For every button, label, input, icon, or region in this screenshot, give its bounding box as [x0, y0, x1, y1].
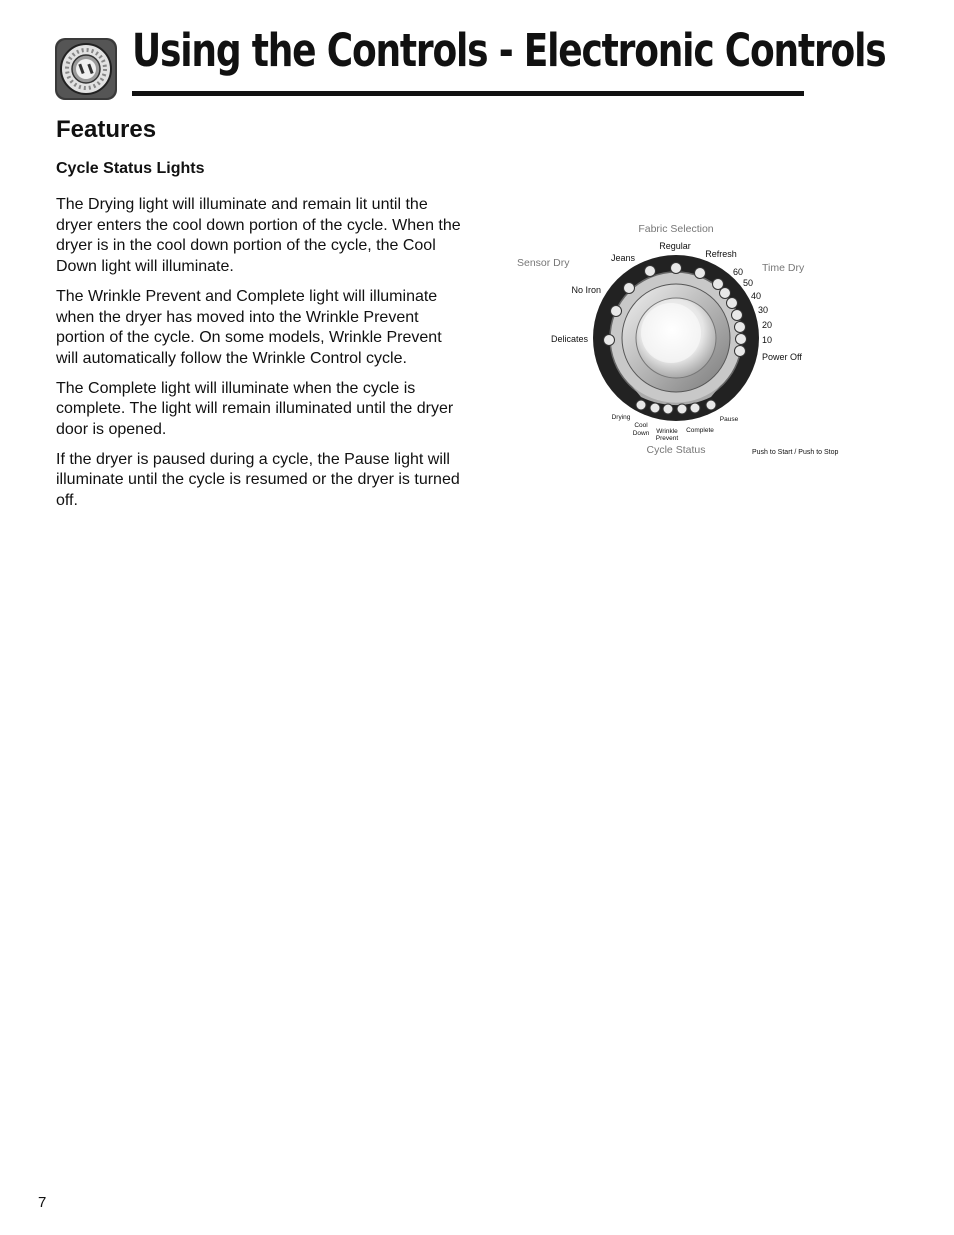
- time-50: 50: [743, 278, 754, 288]
- time-10: 10: [762, 335, 773, 345]
- paragraph: If the dryer is paused during a cycle, the Pause light will illuminate until the cycle is resumed or the dryer is turned off.: [56, 450, 460, 510]
- option-jeans: Jeans: [610, 253, 636, 263]
- control-panel-illustration: [505, 215, 875, 465]
- status-cool: Cool: [634, 422, 648, 429]
- time-20: 20: [762, 320, 773, 330]
- status-wrinkle: Wrinkle: [656, 428, 678, 435]
- status-down: Down: [632, 430, 650, 437]
- cycle-status-label: Cycle Status: [646, 444, 706, 456]
- time-dry-label: Time Dry: [762, 262, 805, 274]
- time-60: 60: [733, 267, 744, 277]
- option-regular: Regular: [659, 241, 691, 251]
- time-power-off: Power Off: [762, 352, 802, 362]
- sensor-dry-label: Sensor Dry: [517, 257, 570, 269]
- body-text: [56, 195, 461, 521]
- knob-highlight: [641, 303, 701, 363]
- section-heading: Features: [56, 116, 157, 143]
- option-refresh: Refresh: [705, 249, 737, 259]
- title-divider: [132, 91, 804, 96]
- sub-heading: Cycle Status Lights: [56, 160, 205, 177]
- paragraph: The Complete light will illuminate when the cycle is complete. The light will remain illuminated until the dryer door is opened.: [56, 379, 454, 439]
- push-to-start-label: Push to Start / Push to Stop: [752, 449, 839, 456]
- status-complete: Complete: [686, 427, 714, 434]
- time-30: 30: [758, 305, 769, 315]
- time-40: 40: [751, 291, 762, 301]
- option-no-iron: No Iron: [571, 285, 601, 295]
- dial-logo-icon: [55, 38, 117, 100]
- status-drying: Drying: [611, 414, 631, 421]
- page-title: Using the Controls - Electronic Controls: [132, 24, 886, 77]
- status-pause: Pause: [719, 416, 739, 423]
- page-number: 7: [38, 1194, 47, 1211]
- paragraph: The Drying light will illuminate and remain lit until the dryer enters the cool down portion of the cycle. When the dryer is in the cool down portion of the cycle, the Cool Down light will illuminate.: [56, 196, 461, 276]
- option-delicates: Delicates: [550, 334, 588, 344]
- status-prevent: Prevent: [655, 435, 679, 442]
- fabric-selection-label: Fabric Selection: [638, 223, 714, 235]
- paragraph: The Wrinkle Prevent and Complete light will illuminate when the dryer has moved into the Wrinkle Prevent portion of the cycle. On some models, Wrinkle Prevent will automatically follow the Wrinkle Control cycle.: [56, 287, 442, 367]
